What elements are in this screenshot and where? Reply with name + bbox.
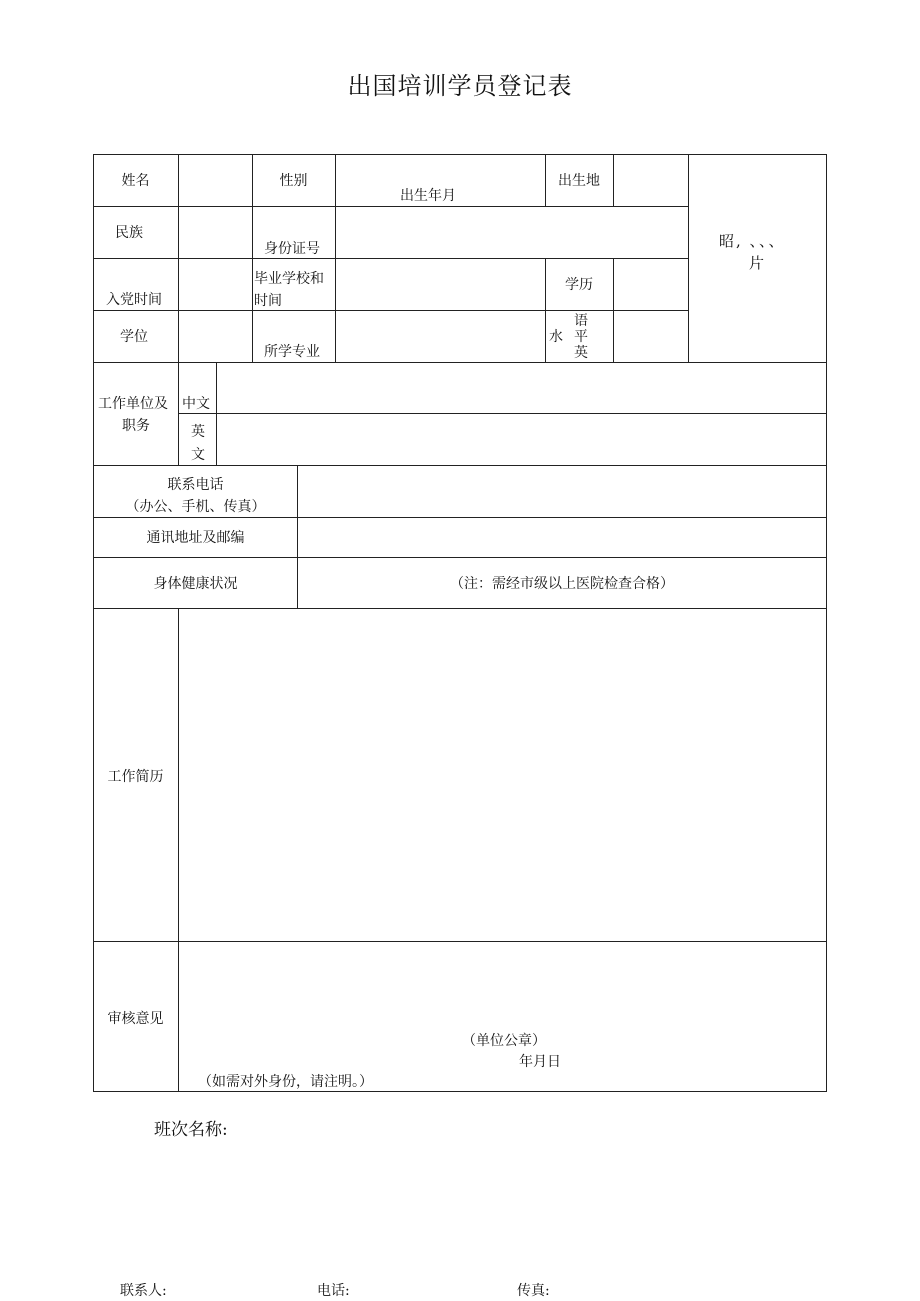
health-label: 身体健康状况 (153, 576, 238, 592)
ethnicity-field[interactable] (179, 207, 252, 258)
major-label: 所学专业 (264, 344, 320, 360)
phone-label-line2: （办公、手机、传真） (125, 499, 266, 515)
review-label: 审核意见 (107, 1011, 164, 1027)
name-field[interactable] (179, 155, 252, 206)
school-label-line1: 毕业学校和 (254, 271, 324, 287)
table-border-bottom (93, 1091, 827, 1092)
table-col-divider (178, 362, 179, 465)
party-date-field[interactable] (179, 259, 252, 310)
address-label: 通讯地址及邮编 (146, 530, 245, 546)
health-note: （注：需经市级以上医院检查合格） (450, 576, 674, 592)
table-border-left (93, 154, 94, 1091)
resume-field[interactable] (179, 609, 826, 941)
english-level-label: 语 (574, 313, 588, 329)
work-unit-english-field[interactable] (217, 414, 826, 465)
ethnicity-label: 民族 (115, 225, 143, 241)
english-level-label: 英 (574, 345, 588, 361)
birthplace-field[interactable] (614, 155, 688, 206)
address-field[interactable] (298, 518, 826, 557)
english-level-label: 平 (574, 329, 588, 345)
party-date-label: 入党时间 (106, 292, 162, 308)
phone-footer-label: 电话: (317, 1283, 350, 1299)
degree-field[interactable] (179, 311, 252, 362)
phone-field[interactable] (298, 466, 826, 517)
contact-label: 联系人: (120, 1283, 167, 1299)
id-number-field[interactable] (336, 207, 688, 258)
name-label: 姓名 (121, 173, 150, 189)
class-name-label: 班次名称: (154, 1120, 228, 1140)
health-field[interactable] (298, 558, 826, 608)
english-label: 英 (191, 424, 205, 440)
photo-label-line2: 片 (749, 254, 765, 272)
work-unit-chinese-field[interactable] (217, 363, 826, 413)
education-label: 学历 (565, 277, 593, 293)
english-label: 文 (191, 447, 205, 463)
chinese-label: 中文 (182, 396, 210, 412)
school-field[interactable] (336, 259, 545, 310)
table-border-right (826, 154, 827, 1091)
date-label: 年月日 (519, 1054, 561, 1070)
photo-label-line1: 昭, 、、、 (719, 232, 786, 250)
gender-label: 性别 (279, 173, 308, 189)
id-number-label: 身份证号 (264, 241, 320, 257)
work-unit-label-line1: 工作单位及 (98, 396, 168, 412)
education-field[interactable] (614, 259, 688, 310)
work-unit-label-line2: 职务 (122, 418, 150, 434)
major-field[interactable] (336, 311, 545, 362)
resume-label: 工作简历 (107, 769, 164, 785)
english-level-field[interactable] (614, 311, 688, 362)
degree-label: 学位 (120, 329, 148, 345)
english-level-label: 水 (549, 329, 563, 345)
seal-label: （单位公章） (462, 1033, 546, 1049)
school-label-line2: 时间 (254, 293, 282, 309)
phone-label-line1: 联系电话 (167, 477, 224, 493)
review-field[interactable] (179, 942, 826, 1091)
photo-area[interactable] (689, 155, 826, 362)
table-col-divider (545, 258, 546, 362)
form-title: 出国培训学员登记表 (347, 72, 573, 100)
birthplace-label: 出生地 (558, 173, 600, 189)
fax-label: 传真: (517, 1283, 550, 1299)
birth-date-label: 出生年月 (400, 188, 456, 204)
identity-note: （如需对外身份，请注明。） (198, 1074, 373, 1090)
